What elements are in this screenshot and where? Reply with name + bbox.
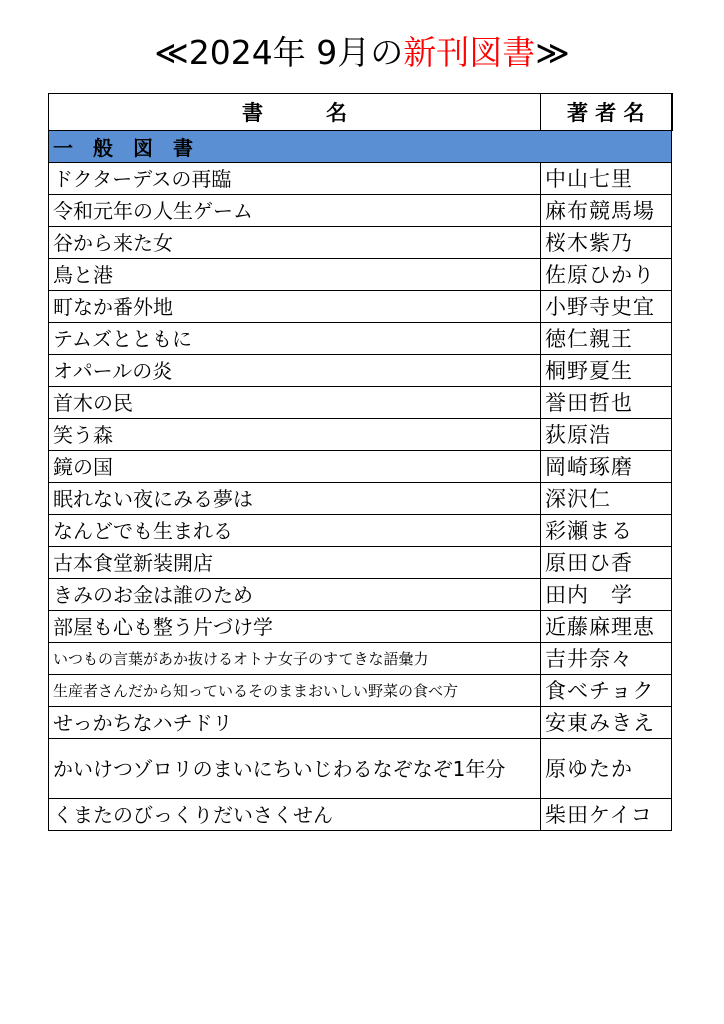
table-row (49, 739, 672, 799)
book-author: 原田ひ香 (541, 547, 672, 579)
book-title: 笑う森 (49, 419, 541, 451)
book-title: くまたのびっくりだいさくせん (49, 799, 541, 831)
book-title: 首木の民 (49, 387, 541, 419)
book-title: ドクターデスの再臨 (49, 163, 541, 195)
book-author: 小野寺史宜 (541, 291, 672, 323)
table-row (49, 675, 672, 707)
table-row (49, 195, 672, 227)
book-title: かいけつゾロリのまいにちいじわるなぞなぞ1年分 (49, 739, 541, 799)
table-row (49, 259, 672, 291)
book-title: 生産者さんだから知っているそのままおいしい野菜の食べ方 (49, 675, 541, 707)
book-title: 令和元年の人生ゲーム (49, 195, 541, 227)
table-row (49, 515, 672, 547)
book-author: 原ゆたか (541, 739, 672, 799)
section-label: 一 般 図 書 (49, 131, 672, 163)
header-author: 著 者 名 (541, 94, 672, 131)
book-author: 桜木紫乃 (541, 227, 672, 259)
table-row (49, 707, 672, 739)
book-title: テムズとともに (49, 323, 541, 355)
book-author: 徳仁親王 (541, 323, 672, 355)
book-title: 眠れない夜にみる夢は (49, 483, 541, 515)
book-title: きみのお金は誰のため (49, 579, 541, 611)
table-row (49, 611, 672, 643)
page-title (0, 30, 724, 76)
book-author: 荻原浩 (541, 419, 672, 451)
book-title: オパールの炎 (49, 355, 541, 387)
title-highlight: 新刊図書 (403, 33, 536, 72)
table-header-row (49, 94, 672, 131)
table-row (49, 483, 672, 515)
table-row (49, 163, 672, 195)
book-author: 近藤麻理恵 (541, 611, 672, 643)
table-row (49, 799, 672, 831)
book-author: 誉田哲也 (541, 387, 672, 419)
book-table (48, 93, 673, 831)
book-title: 古本食堂新装開店 (49, 547, 541, 579)
book-author: 柴田ケイコ (541, 799, 672, 831)
book-title: 鏡の国 (49, 451, 541, 483)
book-title: なんどでも生まれる (49, 515, 541, 547)
table-row (49, 419, 672, 451)
table-row (49, 387, 672, 419)
book-author: 佐原ひかり (541, 259, 672, 291)
table-row (49, 579, 672, 611)
table-row (49, 291, 672, 323)
book-title: 町なか番外地 (49, 291, 541, 323)
book-author: 田内 学 (541, 579, 672, 611)
header-title: 書 名 (49, 94, 541, 131)
table-row (49, 643, 672, 675)
book-author: 吉井奈々 (541, 643, 672, 675)
table-row (49, 323, 672, 355)
table-row (49, 547, 672, 579)
book-author: 安東みきえ (541, 707, 672, 739)
book-author: 深沢仁 (541, 483, 672, 515)
book-author: 麻布競馬場 (541, 195, 672, 227)
title-suffix: ≫ (535, 33, 570, 72)
table-row (49, 355, 672, 387)
book-author: 岡崎琢磨 (541, 451, 672, 483)
book-author: 食べチョク (541, 675, 672, 707)
book-author: 彩瀬まる (541, 515, 672, 547)
table-row (49, 227, 672, 259)
title-prefix: ≪2024年 9月の (154, 33, 404, 72)
book-title: 部屋も心も整う片づけ学 (49, 611, 541, 643)
table-row (49, 451, 672, 483)
book-title: 谷から来た女 (49, 227, 541, 259)
book-title: いつもの言葉があか抜けるオトナ女子のすてきな語彙力 (49, 643, 541, 675)
book-author: 桐野夏生 (541, 355, 672, 387)
section-row (49, 131, 672, 163)
book-author: 中山七里 (541, 163, 672, 195)
book-title: 鳥と港 (49, 259, 541, 291)
book-title: せっかちなハチドリ (49, 707, 541, 739)
